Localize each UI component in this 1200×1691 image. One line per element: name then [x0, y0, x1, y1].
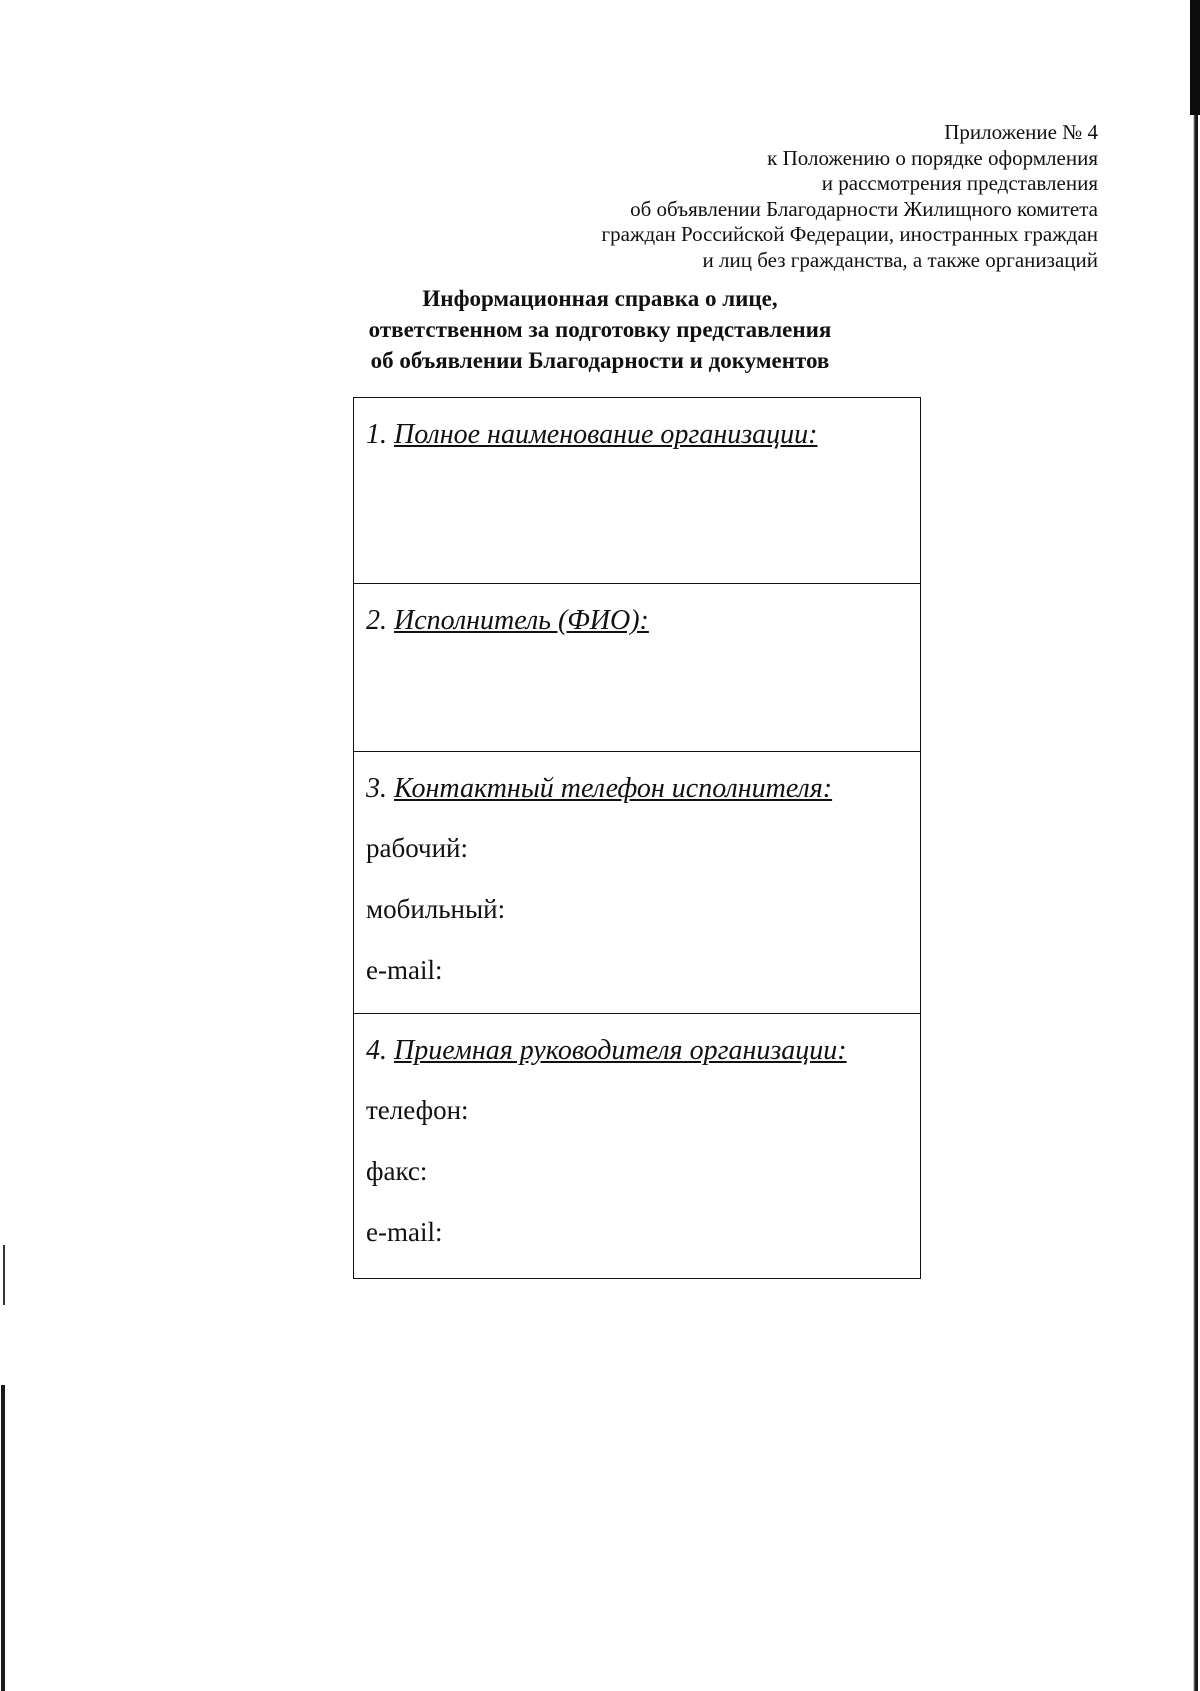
section-heading [366, 604, 908, 638]
info-form-table [353, 397, 921, 1279]
title-line: Информационная справка о лице, [422, 286, 778, 311]
annex-header [538, 120, 1098, 273]
form-section-executor [354, 584, 920, 752]
annex-line: к Положению о порядке оформления [767, 145, 1098, 170]
title-line: об объявлении Благодарности и документов [370, 348, 830, 373]
field-fax: факс: [366, 1156, 428, 1186]
annex-line: и рассмотрения представления [821, 171, 1098, 195]
scan-edge-right [1193, 0, 1198, 1691]
section-number: 2. [366, 605, 387, 636]
title-line: ответственном за подготовку представления [368, 317, 832, 342]
section-number: 4. [366, 1035, 387, 1066]
form-section-reception [354, 1014, 920, 1278]
section-heading [366, 418, 908, 452]
scan-edge-right-top [1190, 0, 1200, 115]
form-section-executor-contacts [354, 752, 920, 1014]
section-label: Приемная руководителя организации: [394, 1035, 847, 1066]
annex-line: и лиц без гражданства, а также организаций [702, 247, 1098, 272]
annex-line: граждан Российской Федерации, иностранных граждан [601, 222, 1098, 246]
section-number: 1. [366, 419, 387, 450]
section-label: Полное наименование организации: [394, 419, 818, 450]
section-label: Контактный телефон исполнителя: [394, 773, 833, 804]
section-heading [366, 772, 908, 806]
section-number: 3. [366, 773, 387, 804]
document-title [340, 283, 860, 376]
field-work-phone: рабочий: [366, 833, 469, 863]
form-section-organization [354, 398, 920, 584]
field-email: e-mail: [366, 955, 443, 985]
annex-line: об объявлении Благодарности Жилищного комитета [630, 196, 1098, 221]
scan-edge-left [3, 1245, 5, 1305]
field-email: e-mail: [366, 1217, 443, 1247]
field-mobile-phone: мобильный: [366, 894, 506, 924]
field-phone: телефон: [366, 1095, 469, 1125]
scan-edge-left [1, 1385, 5, 1691]
section-heading [366, 1034, 908, 1068]
section-label: Исполнитель (ФИО): [394, 605, 649, 636]
annex-line: Приложение № 4 [944, 120, 1098, 144]
